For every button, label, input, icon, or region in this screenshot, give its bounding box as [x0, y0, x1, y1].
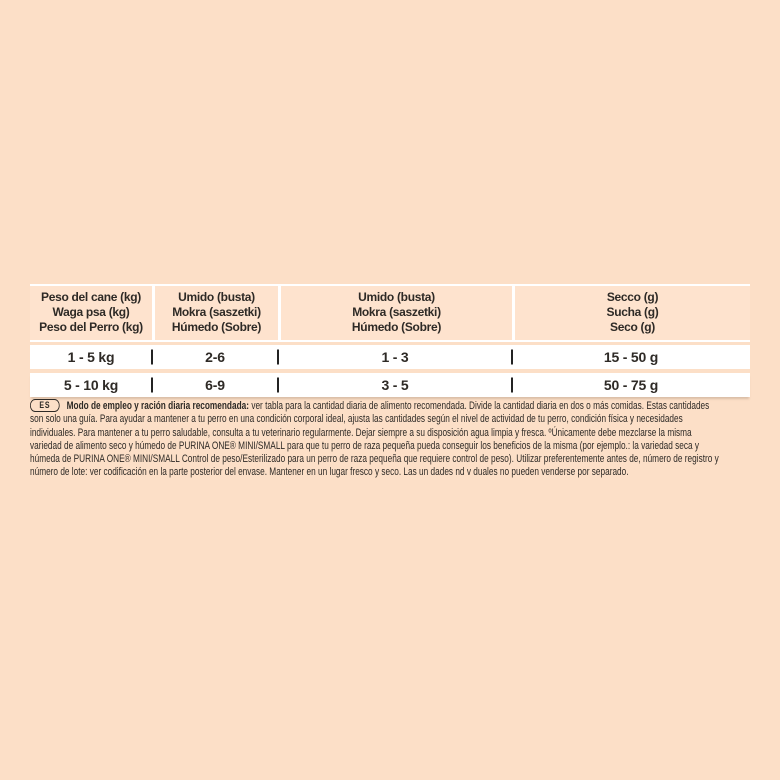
table-cell-weight: 5 - 10 kg [63, 377, 119, 393]
table-cell-dry: 50 - 75 g [512, 377, 750, 393]
instructions-lead: Modo de empleo y ración diaria recomendada: [66, 400, 249, 412]
table-cell-wet-a: 2-6 [152, 349, 278, 365]
header-cell-dog-weight [30, 286, 152, 340]
header-line: Sucha (g) [606, 305, 659, 319]
table-cell-wet-b: 1 - 3 [278, 349, 512, 365]
instructions-line: húmeda de PURINA ONE® MINI/SMALL Control de peso/Esterilizado para un perro de raza pequeña que requiere control de peso). Utilizar preferentemente antes de, número de registro y [30, 453, 719, 466]
header-line: Seco (g) [610, 320, 655, 334]
header-line: Waga psa (kg) [52, 305, 130, 319]
header-line: Peso del cane (kg) [41, 290, 141, 304]
table-cell-wet-b: 3 - 5 [278, 377, 512, 393]
instructions-line: son solo una guía. Para ayudar a mantener a tu perro en una condición corporal ideal, ajusta las cantidades según el nivel de actividad de tu perro, condición física y necesidades [30, 413, 683, 426]
table-header-row [30, 284, 750, 342]
instructions-paragraph [30, 399, 750, 480]
instructions-line: individuales. Para mantener a tu perro saludable, consulta a tu veterinario regularmente. Dejar siempre a su disposición agua limpia y fresca. ºÚnicamente debe mezclarse la misma [30, 426, 692, 439]
table-cell-weight: 1 - 5 kg [67, 349, 115, 365]
header-line: Umido (busta) [178, 290, 255, 304]
instructions-line: número de lote: ver codificación en la parte posterior del envase. Mantener en un lugar fresco y seco. Las un dades nd v duales no pueden venderse por separado. [30, 466, 629, 479]
table-cell-wet-a: 6-9 [152, 377, 278, 393]
table-row [30, 373, 750, 397]
instructions-text: ver tabla para la cantidad diaria de alimento recomendada. Divide la cantidad diaria en dos o más comidas. Estas cantidades [251, 400, 710, 412]
language-badge: ES [30, 399, 60, 412]
header-line: Mokra (saszetki) [352, 305, 441, 319]
header-line: Secco (g) [606, 290, 659, 304]
header-cell-wet-pouches-b [278, 286, 512, 340]
header-cell-dry-food [512, 286, 750, 340]
instructions-line: variedad de alimento seco y húmedo de PURINA ONE® MINI/SMALL para que tu perro de raza pequeña pueda conseguir los beneficios de la misma (por ejemplo.: la variedad seca y [30, 439, 700, 452]
feeding-table [30, 284, 750, 397]
header-line: Húmedo (Sobre) [351, 320, 442, 334]
table-cell-dry: 15 - 50 g [512, 349, 750, 365]
header-line: Mokra (saszetki) [172, 305, 261, 319]
header-line: Húmedo (Sobre) [171, 320, 262, 334]
header-cell-wet-pouches-a [152, 286, 278, 340]
table-row [30, 345, 750, 369]
header-line: Peso del Perro (kg) [39, 320, 143, 334]
header-line: Umido (busta) [358, 290, 435, 304]
instructions-line [30, 399, 750, 413]
